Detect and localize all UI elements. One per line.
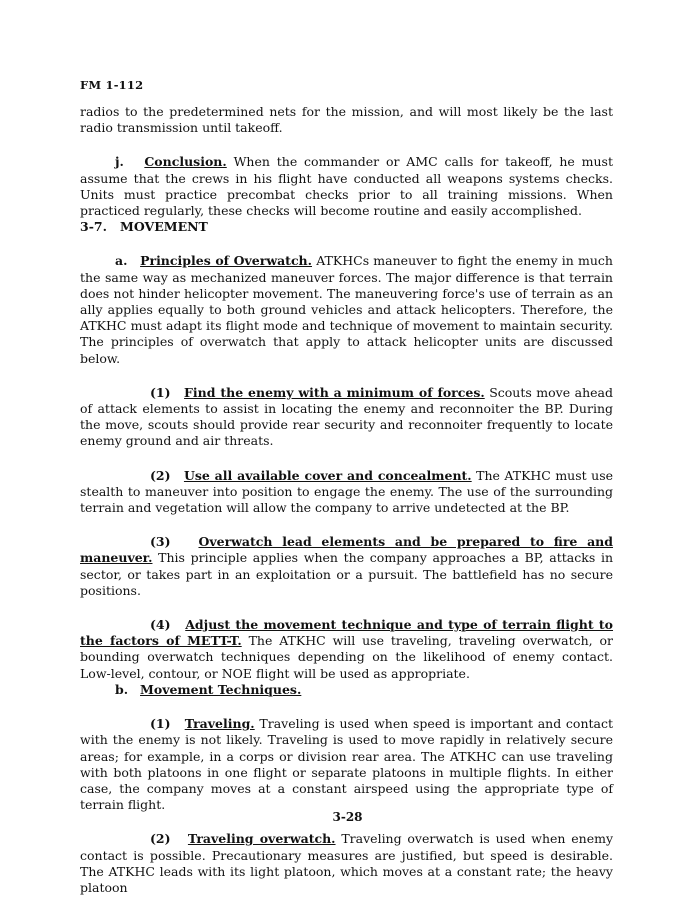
page-number: 3-28 xyxy=(332,810,363,824)
paragraph-b1-label: (1) xyxy=(150,716,171,732)
paragraph-a1-title: Find the enemy with a minimum of forces. xyxy=(184,384,485,400)
paragraph-a4-title: Adjust the movement technique and type of terrain flight to the factors of METT-T. xyxy=(80,617,614,649)
section-number: 3-7. xyxy=(80,219,107,235)
paragraph-a1-text: Scouts move ahead of attack elements to assist in locating the enemy and reconnoiter the BP. During the move, scouts should provide rear security and reconnoiter frequently to locate enemy ground and air threats. xyxy=(80,384,613,449)
subsection-b-label: b. xyxy=(115,681,129,697)
document-header: FM 1-112 xyxy=(80,78,144,92)
subsection-b-heading xyxy=(80,682,613,698)
paragraph-a1 xyxy=(80,385,613,450)
paragraph-a2 xyxy=(80,468,613,517)
paragraph-a-text: ATKHCs maneuver to fight the enemy in much the same way as mechanized maneuver forces. The major difference is that terrain does not hinder helicopter movement. The maneuvering force's use of terrain as an ally applies equally to both ground vehicles and attack helicopters. Therefore, the ATKHC must adapt its flight mode and technique of movement to maintain security. The principles of overwatch that apply to attack helicopter units are discussed below. xyxy=(80,253,613,366)
paragraph-a-label: a. xyxy=(115,253,128,269)
paragraph-a-title: Principles of Overwatch. xyxy=(140,253,312,269)
paragraph-a3-title: Overwatch lead elements and be prepared to fire and maneuver. xyxy=(80,534,614,566)
paragraph-a3-text: This principle applies when the company approaches a BP, attacks in sector, or takes part in an exploitation or a pursuit. The battlefield has no secure positions. xyxy=(80,550,613,598)
paragraph-a2-label: (2) xyxy=(150,467,171,483)
paragraph-b1 xyxy=(80,716,613,813)
paragraph-a1-label: (1) xyxy=(150,384,171,400)
paragraph-a4 xyxy=(80,617,613,682)
subsection-b-title: Movement Techniques. xyxy=(140,681,302,697)
section-title: MOVEMENT xyxy=(120,219,208,235)
paragraph-a4-label: (4) xyxy=(150,617,171,633)
paragraph-a4-text: The ATKHC will use traveling, traveling overwatch, or bounding overwatch techniques depending on the likelihood of enemy contact. Low-level, contour, or NOE flight will be used as appropriate. xyxy=(80,633,613,681)
paragraph-a3 xyxy=(80,534,613,599)
paragraph-a2-title: Use all available cover and concealment. xyxy=(183,467,472,483)
paragraph-j-title: Conclusion. xyxy=(144,154,227,170)
paragraph-b2-title: Traveling overwatch. xyxy=(187,831,336,847)
paragraph-intro: radios to the predetermined nets for the mission, and will most likely be the last radio transmission until takeoff. xyxy=(80,104,613,136)
paragraph-b2 xyxy=(80,831,613,896)
paragraph-a xyxy=(80,253,613,366)
paragraph-j-label: j. xyxy=(115,154,124,170)
paragraph-b1-title: Traveling. xyxy=(184,716,255,732)
document-body xyxy=(80,104,613,896)
paragraph-b2-label: (2) xyxy=(150,831,171,847)
section-heading xyxy=(80,219,613,235)
paragraph-j-text: When the commander or AMC calls for takeoff, he must assume that the crews in his flight have conducted all weapons systems checks. Units must practice precombat checks prior to all training missions. When practiced regularly, these checks will become routine and easily accomplished. xyxy=(80,154,613,219)
paragraph-a2-text: The ATKHC must use stealth to maneuver into position to engage the enemy. The use of the surrounding terrain and vegetation will allow the company to arrive undetected at the BP. xyxy=(80,467,614,516)
paragraph-b1-text: Traveling is used when speed is important and contact with the enemy is not likely. Traveling is used to move rapidly in relatively secure areas; for example, in a corps or division rear area. The ATKHC can use traveling with both platoons in one flight or separate platoons in multiple flights. In either case, the company moves at a constant airspeed using the appropriate type of terrain flight. xyxy=(80,716,613,813)
paragraph-j xyxy=(80,154,613,219)
paragraph-a3-label: (3) xyxy=(150,534,171,550)
paragraph-b2-text: Traveling overwatch is used when enemy contact is possible. Precautionary measures are justified, but speed is desirable. The ATKHC leads with its light platoon, which moves at a constant rate; the heavy platoon xyxy=(80,831,614,895)
